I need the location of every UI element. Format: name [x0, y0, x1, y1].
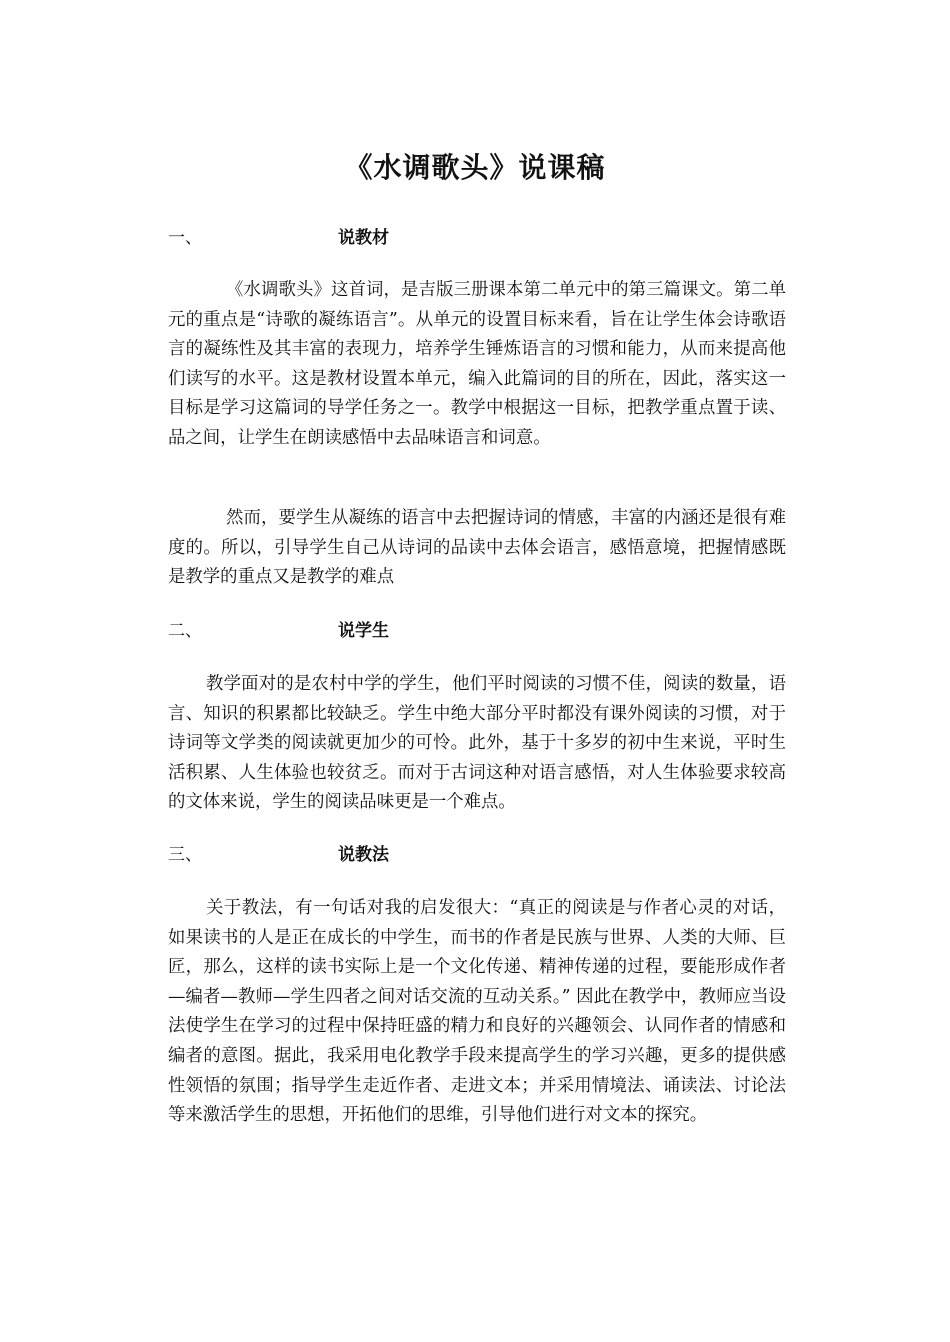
section-heading-students: [168, 616, 788, 646]
section-heading-textbook: [168, 223, 788, 253]
section-title: 说教材: [338, 228, 389, 248]
section-title: 说学生: [338, 621, 389, 641]
document-title: 《水调歌头》说课稿: [344, 151, 606, 184]
section-paragraph: 《水调歌头》这首词，是吉版三册课本第二单元中的第三篇课文。第二单元的重点是“诗歌的凝练语言”。从单元的设置目标来看，旨在让学生体会诗歌语言的凝练性及其丰富的表现力，培养学生锤炼语言的习惯和能力，从而来提高他们读写的水平。这是教材设置本单元，编入此篇词的目的所在，因此，落实这一目标是学习这篇词的导学任务之一。教学中根据这一目标，把教学重点置于读、品之间，让学生在朗读感悟中去品味语言和词意。: [168, 280, 786, 448]
section-title: 说教法: [338, 845, 389, 865]
section-paragraph: 然而，要学生从凝练的语言中去把握诗词的情感，丰富的内涵还是很有难度的。所以，引导学生自己从诗词的品读中去体会语言，感悟意境，把握情感既是教学的重点又是教学的难点: [168, 508, 786, 588]
section-number: 一、: [168, 228, 202, 248]
section-heading-methods: [168, 840, 788, 870]
section-number: 三、: [168, 845, 202, 865]
section-number: 二、: [168, 621, 202, 641]
section-paragraph: 关于教法，有一句话对我的启发很大：“真正的阅读是与作者心灵的对话，如果读书的人是正在成长的中学生，而书的作者是民族与世界、人类的大师、巨匠，那么，这样的读书实际上是一个文化传递、精神传递的过程，要能形成作者—编者—教师—学生四者之间对话交流的互动关系。” 因此在教学中，教师应当设法使学生在学习的过程中保持旺盛的精力和良好的兴趣领会、认同作者的情感和编者的意图。据此，我采用电化教学手段来提高学生的学习兴趣，更多的提供感性领悟的氛围；指导学生走近作者、走进文本；并采用情境法、诵读法、讨论法等来激活学生的思想，开拓他们的思维，引导他们进行对文本的探究。: [168, 898, 786, 1126]
section-paragraph: 教学面对的是农村中学的学生，他们平时阅读的习惯不佳，阅读的数量，语言、知识的积累都比较缺乏。学生中绝大部分平时都没有课外阅读的习惯，对于诗词等文学类的阅读就更加少的可怜。此外，基于十多岁的初中生来说，平时生活积累、人生体验也较贫乏。而对于古词这种对语言感悟，对人生体验要求较高的文体来说，学生的阅读品味更是一个难点。: [168, 674, 786, 813]
